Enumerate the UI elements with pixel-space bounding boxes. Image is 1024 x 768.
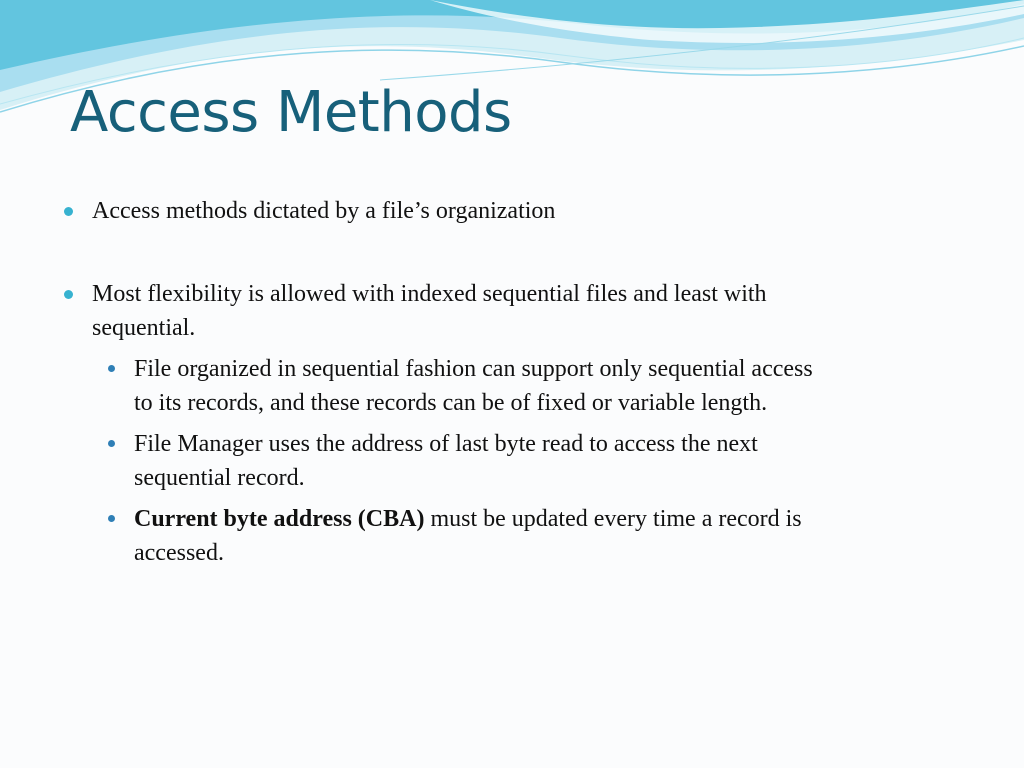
sub-bullet-text-line: File Manager uses the address of last byte read to access the next — [134, 431, 758, 457]
cba-term: Current byte address (CBA) — [134, 506, 425, 532]
bullet-marker — [64, 290, 73, 299]
sub-bullet-text-line: sequential record. — [134, 465, 305, 491]
sub-bullet-text-line — [134, 502, 954, 536]
slide-title: Access Methods — [70, 80, 512, 145]
sub-bullet-text-line: File organized in sequential fashion can support only sequential access — [134, 356, 813, 382]
sub-bullet-text-line: to its records, and these records can be of fixed or variable length. — [134, 390, 768, 416]
bullet-text-line: Most flexibility is allowed with indexed sequential files and least with — [92, 281, 767, 307]
sub-bullet-marker — [108, 515, 115, 522]
bullet-text-line: sequential. — [92, 315, 196, 341]
bullet-text: Access methods dictated by a file’s organization — [92, 198, 556, 224]
bullet-marker — [64, 207, 73, 216]
sub-bullet-text-line: accessed. — [134, 540, 224, 566]
cba-rest: must be updated every time a record is — [424, 506, 802, 532]
sub-bullet-marker — [108, 440, 115, 447]
sub-bullet-marker — [108, 365, 115, 372]
